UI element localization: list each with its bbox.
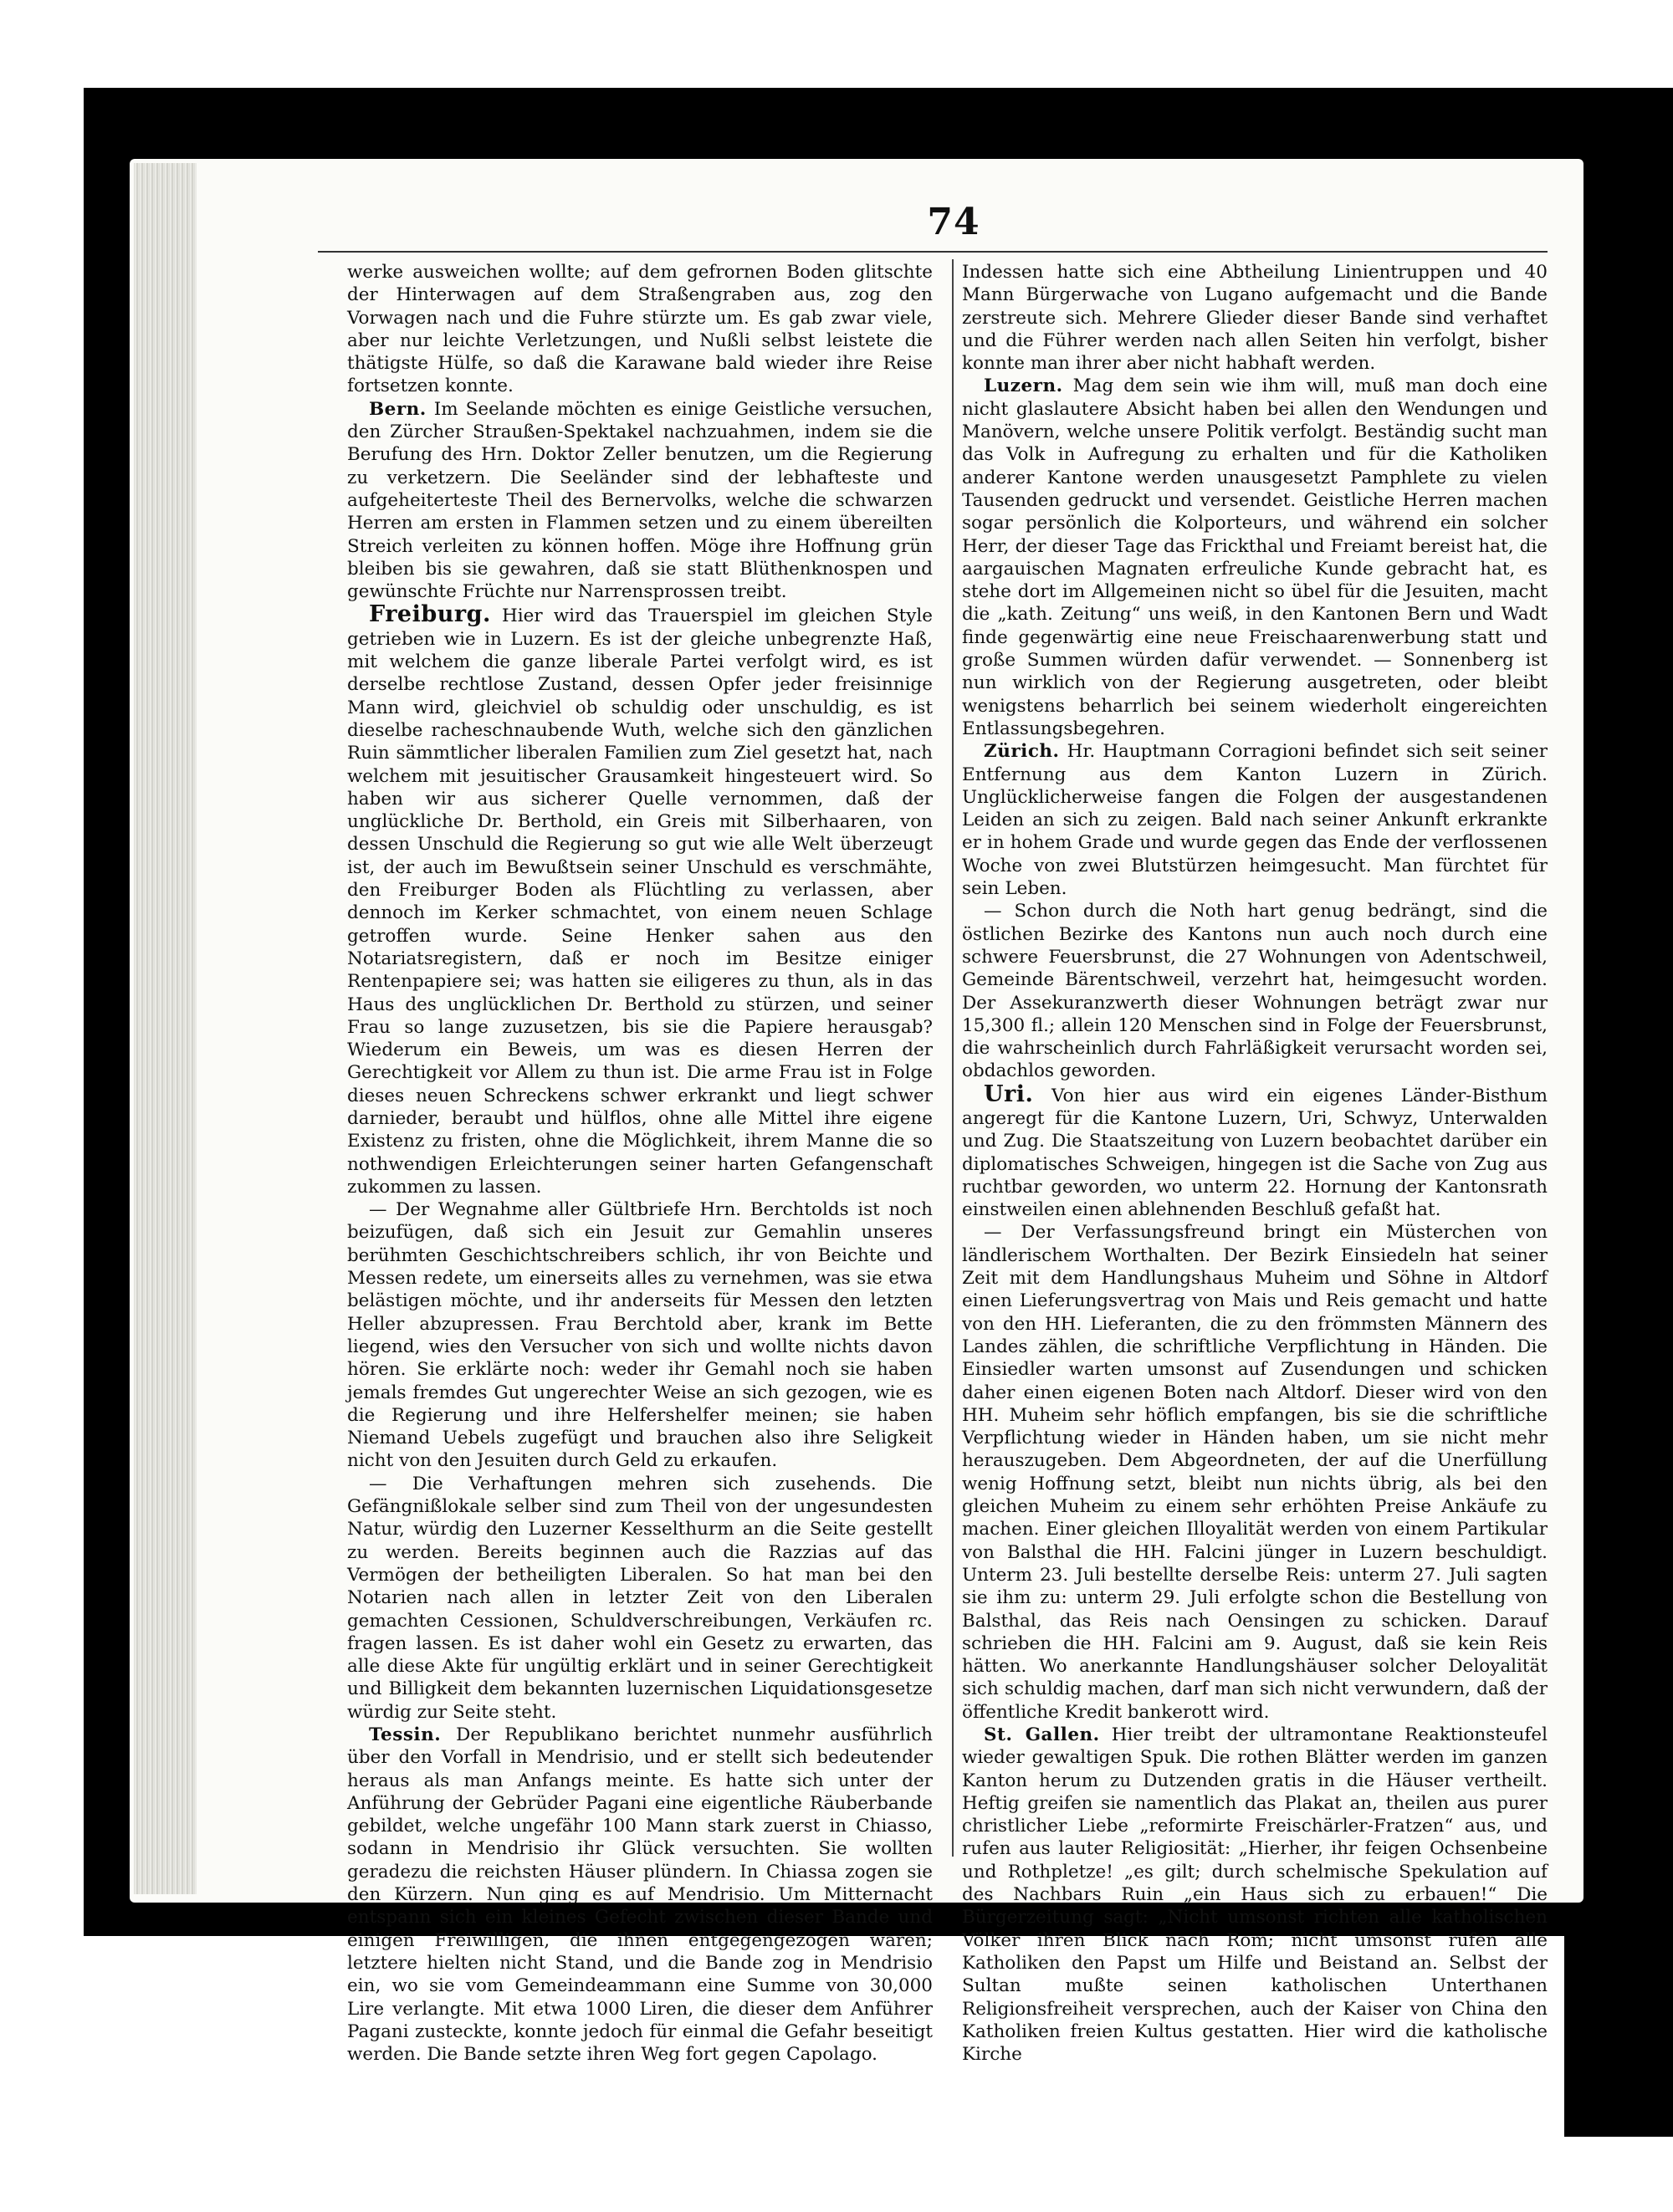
edge-letter: u (1652, 963, 1665, 984)
location-heading: Uri. (984, 1080, 1034, 1107)
edge-letter: D (1652, 1039, 1668, 1060)
edge-letter: L (1652, 1114, 1665, 1135)
location-heading: St. Gallen. (984, 1724, 1100, 1745)
edge-letter: L (1652, 1239, 1665, 1260)
article-paragraph: Luzern. Mag dem sein wie ihm will, muß man doch eine nicht glaslautere Absicht haben bei allen den Wendungen und Manövern, welche unsere Politik verfolgt. Beständig sucht man das Volk in Aufregung zu erhalten und für die Katholiken anderer Kantone werden unausgesetzt Pamphlete zu vielen Tausenden gedruckt und versendet. Geistliche Herren machen sogar persönlich die Kolporteurs, und während ein solcher Herr, der dieser Tage das Frickthal und Freiamt bereist hat, die aargauischen Magnaten erfreuliche Kunde gebracht hat, es stehe dort im Allgemeinen nicht so übel für die Jesuiten, macht die „kath. Zeitung“ uns weiß, in den Kantonen Bern und Wadt finde gegenwärtig eine neue Freischaarenwerbung statt und große Summen würden dafür verwendet. — Sonnenberg ist nun wirklich von der Regierung ausgetreten, oder bleibt wenigstens beharrlich bei seinem wiederholt eingereichten Entlassungsbegehren. (962, 375, 1548, 739)
location-heading: Freiburg. (369, 601, 491, 628)
column-divider (952, 259, 954, 1857)
edge-letter: k (1652, 1064, 1665, 1085)
edge-letter: f (1652, 763, 1660, 784)
edge-letter: e (1652, 637, 1664, 658)
edge-letter: u (1652, 562, 1665, 583)
article-paragraph: — Schon durch die Noth hart genug bedrängt, sind die östlichen Bezirke des Kantons nun auch noch durch eine schwere Feuersbrunst, die 27 Wohnungen von Adentschweil, Gemeinde Bärentschweil, verzehrt hat, heimgesucht worden. Der Assekuranzwerth dieser Wohnungen beträgt zwar nur 15,300 fl.; allein 120 Menschen sind in Folge der Feuersbrunst, die wahrscheinlich durch Fahrläßigkeit verursacht worden sei, obdachlos geworden. (962, 901, 1548, 1082)
edge-letter: k (1652, 913, 1665, 934)
article-paragraph: werke ausweichen wollte; auf dem gefrornen Boden glitschte der Hinterwagen auf dem Straßengraben aus, zog den Vorwagen nach und die Fuhre stürzte um. Es gab zwar viele, aber nur leichte Verletzungen, und Nußli selbst leistete die thätigste Hülfe, so daß die Karawane bald wieder ihre Reise fortsetzen konnte. (347, 262, 933, 397)
book-gutter-edges (134, 163, 197, 1894)
article-paragraph: Bern. Im Seelande möchten es einige Geistliche versuchen, den Zürcher Straußen-Spektakel nachzuahmen, indem sie die Berufung des Hrn. Doktor Zeller benutzen, um die Regierung zu verketzern. Die Seeländer sind der lebhafteste und aufgeheiterteste Theil des Bernervolks, welche die schwarzen Herren am ersten in Flammen setzen und zu einem übereilten Streich verleiten zu können hoffen. Möge ihre Hoffnung grün bleiben bis sie gewahren, daß sie statt Blüthenknospen und gewünschte Früchte nur Narrensprossen treibt. (347, 398, 933, 603)
edge-letter: R (1652, 1214, 1667, 1235)
edge-letter: n (1652, 1264, 1665, 1285)
location-heading: Tessin. (369, 1724, 442, 1745)
page-number: 74 (927, 201, 980, 243)
facing-page-edge-text (1652, 284, 1673, 1288)
edge-letter: n (1652, 587, 1665, 608)
location-heading: Luzern. (984, 375, 1063, 397)
edge-letter: S (1652, 788, 1665, 809)
article-paragraph: Indessen hatte sich eine Abtheilung Linientruppen und 40 Mann Bürgerwache von Lugano aufgemacht und die Bande zerstreute sich. Mehrere Glieder dieser Bande sind verhaftet und die Führer werden nach allen Seiten hin verfolgt, bisher konnte man ihrer aber nicht habhaft werden. (962, 262, 1548, 375)
edge-letter: w (1652, 1139, 1668, 1160)
edge-letter: m (1652, 1089, 1671, 1110)
article-paragraph: — Die Verhaftungen mehren sich zusehends. Die Gefängnißlokale selber sind zum Theil von der ungesundesten Natur, würdig den Luzerner Kesselthurm an die Seite gestellt zu werden. Bereits beginnen auch die Razzias auf das Vermögen der betheiligten Liberalen. So hat man bei den Notarien nach allen in letzter Zeit von den Liberalen gemachten Cessionen, Schuldverschreibungen, Verkäufen rc. fragen lassen. Es ist daher wohl ein Gesetz zu erwarten, das alle diese Akte für ungültig erklärt und in seiner Gerechtigkeit und Billigkeit dem bekannten luzernischen Liquidationsgesetze würdig zur Seite steht. (347, 1473, 933, 1723)
edge-letter: Z (1652, 1164, 1665, 1185)
edge-letter: d (1652, 512, 1665, 533)
edge-letter: w (1652, 888, 1668, 909)
left-column (347, 261, 933, 2066)
edge-letter: d (1652, 411, 1665, 432)
edge-letter: g (1652, 738, 1665, 759)
article-paragraph: — Der Verfassungsfreund bringt ein Müsterchen von ländlerischem Worthalten. Der Bezirk Einsiedeln hat seiner Zeit mit dem Handlungshaus Muheim und Söhne in Altdorf einen Lieferungsvertrag von Mais und Reis gemacht und hatte von den HH. Lieferanten, die zu den frömmsten Männern des Landes zählen, die schriftliche Verpflichtung in Händen. Die Einsiedler warten umsonst auf Zusendungen und schicken daher einen eigenen Boten nach Altdorf. Dieser wird von den HH. Muheim sehr höflich empfangen, bis sie die schriftliche Verpflichtung wieder in Händen haben, um sie nicht mehr herauszugeben. Dem Abgeordneten, der auf die Unerfüllung wenig Hoffnung setzt, bleibt nun nichts übrig, als bei den gleichen Muheim zu einem sehr erhöhten Preise Ankäufe zu machen. Einer gleichen Illoyalität werden von einem Partikular von Balsthal die HH. Falcini jünger in Luzern beschuldigt. Unterm 23. Juli bestellte derselbe Reis: unterm 27. Juli sagten sie ihm zu: unterm 29. Juli erfolgte schon die Bestellung von Balsthal, das Reis nach Oensingen zu schicken. Darauf schrieben die HH. Falcini am 9. August, daß sie kein Reis hätten. Wo anerkannte Handlungshäuser solcher Deloyalität sich schuldig machen, darf man sich nicht verwundern, daß der öffentliche Kredit bankerott wird. (962, 1222, 1548, 1723)
edge-letter: b (1652, 286, 1665, 307)
edge-letter: j (1652, 662, 1659, 683)
edge-letter: d (1652, 487, 1665, 508)
edge-letter: m (1652, 713, 1671, 733)
article-paragraph: St. Gallen. Hier treibt der ultramontane Reaktionsteufel wieder gewaltigen Spuk. Die rothen Blätter werden im ganzen Kanton herum zu Dutzenden gratis in die Häuser vertheilt. Heftig greifen sie namentlich das Plakat an, theilen aus purer christlicher Liebe „reformirte Freischärler-Fratzen“ aus, und rufen aus lauter Religiosität: „Hierher, ihr feigen Ochsenbeine und Rothpletze! „es gilt; durch schelmische Spekulation auf des Nachbars Ruin „ein Haus sich zu erbauen!“ Die Bürgerzeitung sagt: „Nicht umsonst richten alle katholischen Völker ihren Blick nach Rom; nicht umsonst rufen alle Katholiken den Papst um Hilfe und Beistand an. Selbst der Sultan mußte seinen katholischen Unterthanen Religionsfreiheit versprechen, auch der Kaiser von China den Katholiken freien Kultus gestatten. Hier wird die katholische Kirche (962, 1724, 1548, 2066)
edge-letter: G (1652, 838, 1667, 859)
edge-letter: B (1652, 1189, 1667, 1210)
article-paragraph: Freiburg. Hier wird das Trauerspiel im gleichen Style getrieben wie in Luzern. Es ist der gleiche unbegrenzte Haß, mit welchem die ganze liberale Partei verfolgt wird, es ist derselbe rechtlose Zustand, dessen Opfer jeder freisinnige Mann wird, gleichviel ob schuldig oder unschuldig, es ist dieselbe racheschnaubende Wuth, welche sich den gänzlichen Ruin sämmtlicher liberalen Familien zum Ziel gesetzt hat, nach welchem mit jesuitischer Grausamkeit hingesteuert wird. So haben wir aus sicherer Quelle vernommen, daß der unglückliche Dr. Berthold, ein Greis mit Silberhaaren, von dessen Unschuld die Regierung so gut wie alle Welt überzeugt ist, der auch im Bewußtsein seiner Unschuld es verschmähte, den Freiburger Boden als Flüchtling zu verlassen, aber dennoch im Kerker schmachtet, von einem neuen Schlage getroffen wurde. Seine Henker sahen aus den Notariatsregistern, daß er noch im Besitze einiger Rentenpapiere sei; was hatten sie eiligeres zu thun, als in das Haus des unglücklichen Dr. Berthold zu stürzen, und seiner Frau so lange zuzusetzen, bis sie die Papiere herausgab? Wiederum ein Beweis, um was es diesen Herren der Gerechtigkeit vor Allem zu thun ist. Die arme Frau ist in Folge dieses neuen Schreckens schwer erkrankt und liegt schwer darnieder, beraubt und hülflos, ohne alle Mittel ihre eigene Existenz zu fristen, ohne die Möglichkeit, ihrem Manne die so nothwendigen Erleichterungen seiner harten Gefangenschaft zukommen zu lassen. (347, 601, 933, 1198)
right-column (962, 261, 1548, 2066)
header-rule (318, 251, 1548, 253)
article-paragraph: Zürich. Hr. Hauptmann Corragioni befindet sich seit seiner Entfernung aus dem Kanton Luzern in Zürich. Unglücklicherweise fangen die Folgen der ausgestandenen Leiden an sich zu zeigen. Bald nach seiner Ankunft erkrankte er in hohem Grade und wurde gegen das Ende der verflossenen Woche von zwei Blutstürzen heimgesucht. Man fürchtet für sein Leben. (962, 741, 1548, 900)
edge-letter: s (1652, 462, 1662, 483)
edge-letter: B (1652, 311, 1667, 332)
edge-letter: g (1652, 437, 1665, 457)
edge-letter: l (1652, 386, 1659, 407)
edge-letter: K (1652, 336, 1668, 357)
edge-letter: n (1652, 612, 1665, 633)
edge-letter: R (1652, 989, 1667, 1009)
edge-letter: b (1652, 813, 1665, 834)
edge-letter: I (1652, 1014, 1660, 1034)
edge-letter: d (1652, 938, 1665, 959)
article-paragraph: Uri. Von hier aus wird ein eigenes Länder-Bisthum angeregt für die Kantone Luzern, Uri, Schwyz, Unterwalden und Zug. Die Staatszeitung von Luzern beobachtet darüber ein diplomatisches Schweigen, hingegen ist die Sache von Zug aus ruchtbar geworden, wo unterm 22. Hornung der Kantonsrath einstweilen einen ablehnenden Beschluß gefaßt hat. (962, 1080, 1548, 1221)
location-heading: Bern. (369, 398, 427, 420)
edge-letter: r (1652, 863, 1662, 884)
edge-letter: S (1652, 687, 1665, 708)
edge-letter: d (1652, 537, 1665, 558)
location-heading: Zürich. (984, 741, 1060, 763)
edge-letter: w (1652, 361, 1668, 382)
article-paragraph: Tessin. Der Republikano berichtet nunmehr ausführlich über den Vorfall in Mendrisio, und er stellt sich bedeutender heraus als man Anfangs meinte. Es hatte sich unter der Anführung der Gebrüder Pagani eine eigentliche Räuberbande gebildet, welche ungefähr 100 Mann stark zuerst in Chiasso, sodann in Mendrisio ihr Glück versuchten. Sie wollten geradezu die reichsten Häuser plündern. In Chiassa zogen sie den Kürzern. Nun ging es auf Mendrisio. Um Mitternacht entspann sich ein kleines Gefecht zwischen dieser Bande und einigen Freiwilligen, die ihnen entgegengezogen waren; letztere hielten nicht Stand, und die Bande zog in Mendrisio ein, wo sie vom Gemeindeammann eine Summe von 30,000 Lire verlangte. Mit etwa 1000 Liren, die dieser dem Anführer Pagani zusteckte, konnte jedoch für einmal die Gefahr beseitigt werden. Die Bande setzte ihren Weg fort gegen Capolago. (347, 1724, 933, 2066)
article-paragraph: — Der Wegnahme aller Gültbriefe Hrn. Berchtolds ist noch beizufügen, daß sich ein Jesuit zur Gemahlin unseres berühmten Geschichtschreibers schlich, ihr von Beichte und Messen redete, um einerseits alles zu vernehmen, was sie etwa belästigen möchte, und ihr anderseits für Messen den letzten Heller abzupressen. Frau Berchtold aber, krank im Bette liegend, wies den Versucher von sich und wollte nichts davon hören. Sie erklärte noch: weder ihr Gemahl noch sie haben jemals fremdes Gut ungerechter Weise an sich gezogen, wie es die Regierung und ihre Helfershelfer meinen; sie haben Niemand Uebels zugefügt und brauchen also ihre Seligkeit nicht von den Jesuiten durch Geld zu erkaufen. (347, 1199, 933, 1472)
